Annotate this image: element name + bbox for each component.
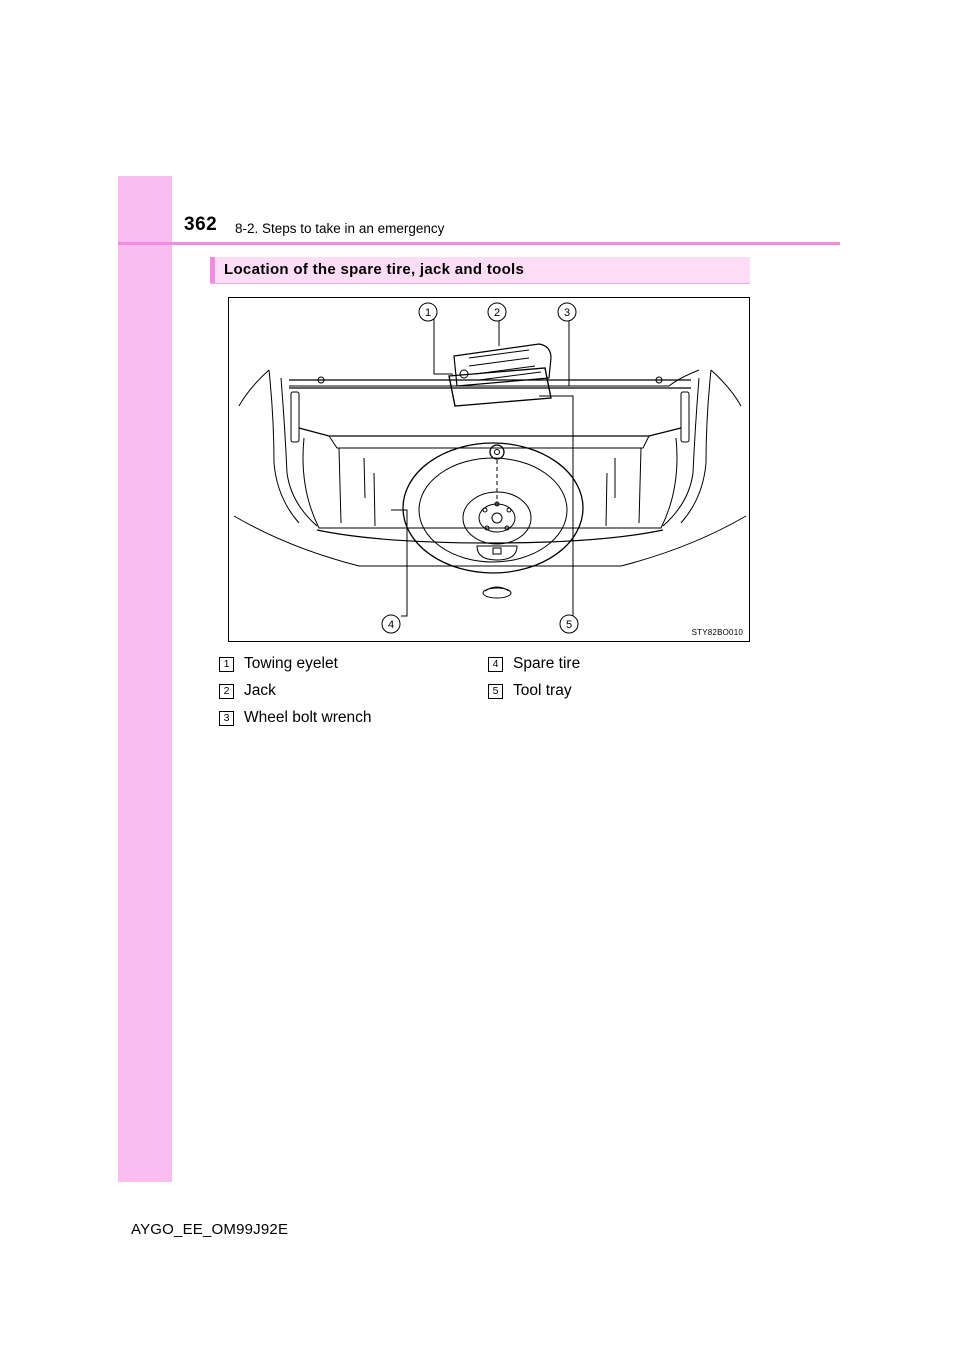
heading-bar [210,257,750,284]
svg-text:2: 2 [493,307,501,319]
legend-label: Jack [244,682,276,699]
header-rule [118,242,840,245]
heading-accent [210,257,215,283]
legend-item-towing-eyelet [219,655,338,673]
svg-text:5: 5 [565,619,573,631]
section-title: 8-2. Steps to take in an emergency [235,221,445,236]
legend-number: 3 [219,711,234,726]
svg-text:4: 4 [387,619,395,631]
footer-doc-code: AYGO_EE_OM99J92E [131,1221,289,1238]
side-band [118,176,172,1182]
page-number: 362 [184,214,218,235]
callout-1 [419,303,437,321]
legend-label: Towing eyelet [244,655,338,672]
callout-layer [229,298,750,642]
heading-title: Location of the spare tire, jack and tools [224,261,525,278]
callout-3 [558,303,576,321]
legend-item-tool-tray [488,682,572,700]
legend-number: 5 [488,684,503,699]
svg-text:3: 3 [563,307,571,319]
svg-text:1: 1 [424,307,432,319]
legend-number: 4 [488,657,503,672]
legend-number: 1 [219,657,234,672]
legend-item-spare-tire [488,655,580,673]
legend-item-wheel-bolt-wrench [219,709,372,727]
legend-item-jack [219,682,276,700]
trunk-illustration [228,297,750,642]
legend-number: 2 [219,684,234,699]
callout-5 [560,615,578,633]
legend-label: Spare tire [513,655,581,672]
legend-label: Tool tray [513,682,572,699]
callout-2 [488,303,506,321]
figure-code: STY82BO010 [691,628,743,637]
legend-label: Wheel bolt wrench [244,709,372,726]
callout-4 [382,615,400,633]
